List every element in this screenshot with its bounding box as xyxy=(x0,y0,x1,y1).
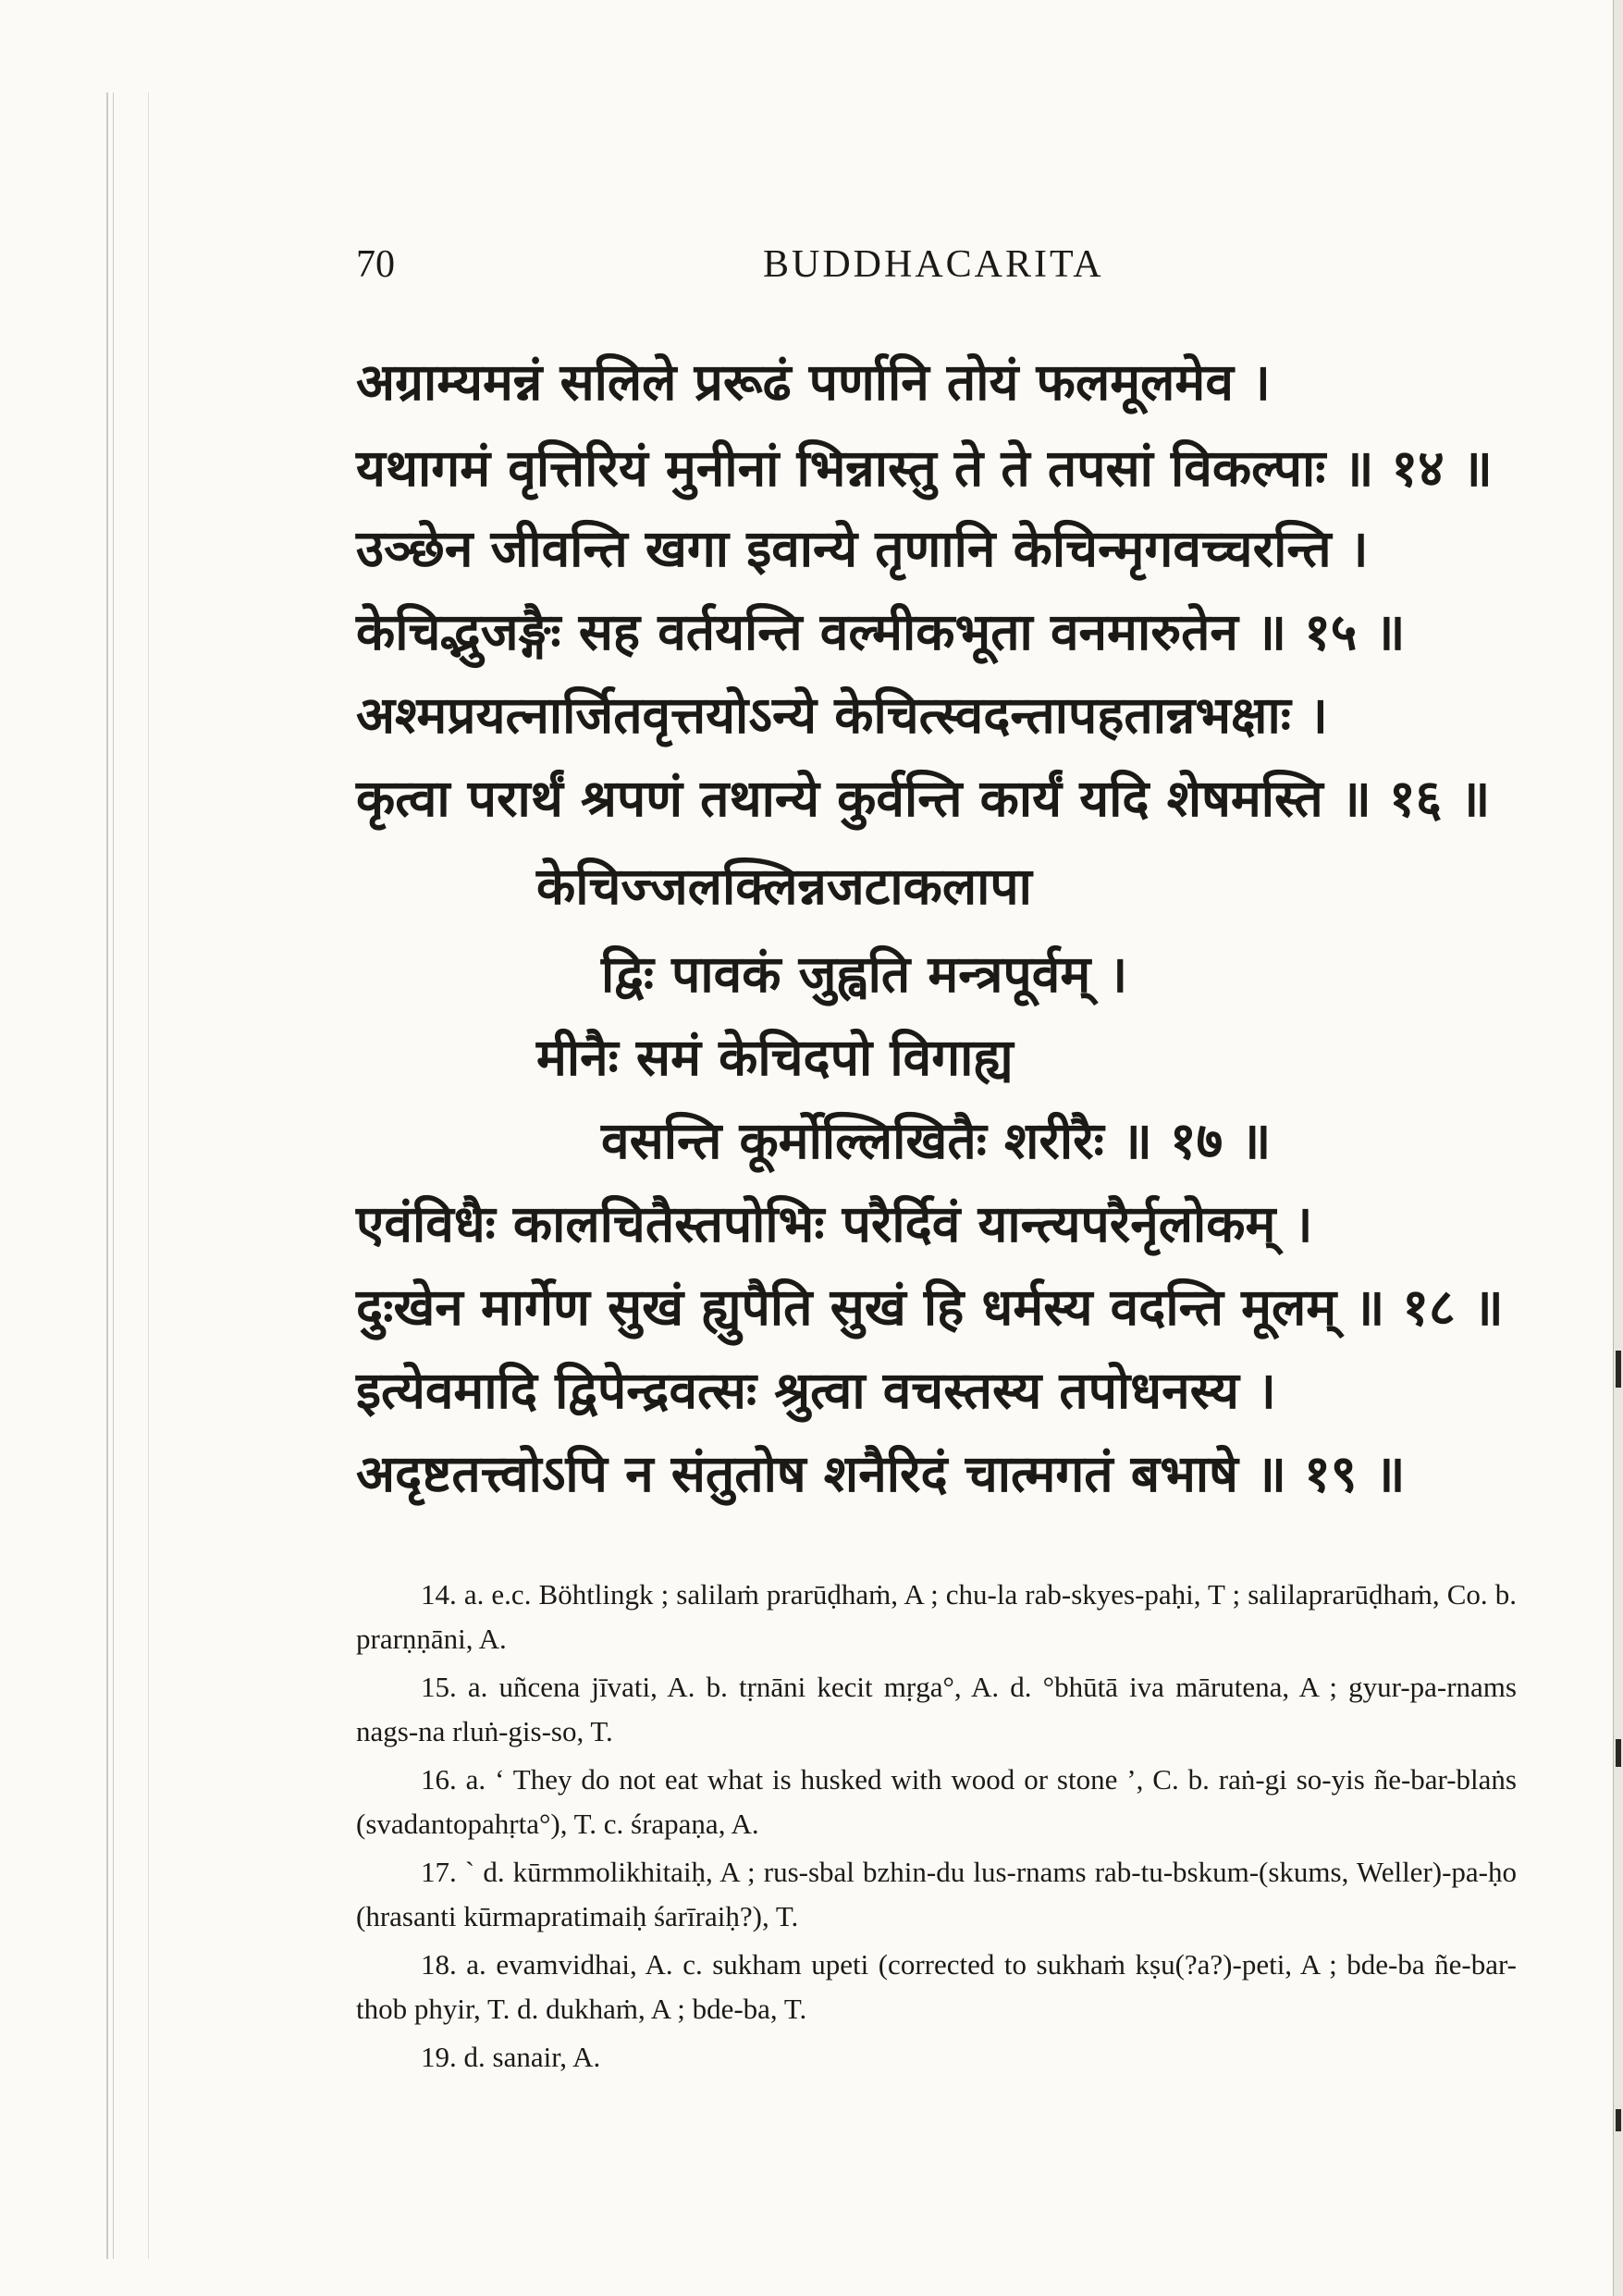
footnote: 18. a. evamvidhai, A. c. sukham upeti (corrected to sukhaṁ kṣu(?a?)-peti, A ; bde-ba ñe-bar-thob phyir, T. d. dukhaṁ, A ; bde-ba, T. xyxy=(356,1948,1517,2025)
page-header xyxy=(356,242,1531,298)
verse-line: अग्राम्यमन्नं सलिले प्ररूढं पर्णानि तोयं फलमूलमेव । xyxy=(356,352,1271,412)
verse-line: एवंविधैः कालचितैस्तपोभिः परैर्दिवं यान्त्यपरैर्नृलोकम् । xyxy=(356,1193,1313,1253)
footnote: 16. a. ‘ They do not eat what is husked with wood or stone ’, C. b. raṅ-gi so-yis ñe-bar-blaṅs (svadantopahṛta°), T. c. śrapaṇa, A. xyxy=(356,1763,1517,1840)
verse-line: दुःखेन मार्गेण सुखं ह्युपैति सुखं हि धर्मस्य वदन्ति मूलम् ॥ १८ ॥ xyxy=(356,1277,1504,1337)
binding-gutter-line xyxy=(106,93,108,2259)
verse-line: उञ्छेन जीवन्ति खगा इवान्ये तृणानि केचिन्मृगवच्चरन्ति । xyxy=(356,518,1369,578)
binding-gutter-line xyxy=(148,93,149,2259)
page-number: 70 xyxy=(356,243,395,286)
footnote: 14. a. e.c. Böhtlingk ; salilaṁ prarūḍhaṁ, A ; chu-la rab-skyes-paḥi, T ; salilaprarūḍhaṁ, Co. b. prarṇṇāni, A. xyxy=(356,1578,1517,1655)
verse-line: मीनैः समं केचिदपो विगाह्य xyxy=(536,1027,1014,1087)
footnote: 15. a. uñcena jīvati, A. b. tṛnāni kecit mṛga°, A. d. °bhūtā iva mārutena, A ; gyur-pa-rnams nags-na rluṅ-gis-so, T. xyxy=(356,1671,1517,1747)
footnotes xyxy=(356,1573,1517,2083)
footnote: 17. ` d. kūrmmolikhitaiḥ, A ; rus-sbal bzhin-du lus-rnams rab-tu-bskum-(skums, Weller)-pa-ḥo (hrasanti kūrmapratimaiḥ śarīraiḥ?), T. xyxy=(356,1856,1517,1932)
verse-line: द्विः पावकं जुह्वति मन्त्रपूर्वम् । xyxy=(601,944,1128,1004)
verse-line: यथागमं वृत्तिरियं मुनीनां भिन्नास्तु ते ते तपसां विकल्पाः ॥ १४ ॥ xyxy=(356,438,1493,498)
verse-line: केचिज्जलक्लिन्नजटाकलापा xyxy=(536,856,1032,916)
verse-line: कृत्वा परार्थं श्रपणं तथान्ये कुर्वन्ति कार्यं यदि शेषमस्ति ॥ १६ ॥ xyxy=(356,768,1491,828)
verse-line: केचिद्भुजङ्गैः सह वर्तयन्ति वल्मीकभूता वनमारुतेन ॥ १५ ॥ xyxy=(356,601,1406,661)
edge-mark xyxy=(1616,1739,1621,1767)
verse-line: अश्मप्रयत्नार्जितवृत्तयोऽन्ये केचित्स्वदन्तापहतान्नभक्षाः । xyxy=(356,685,1328,745)
binding-gutter-line xyxy=(113,93,114,2259)
running-title: BUDDHACARITA xyxy=(763,243,1104,286)
edge-mark xyxy=(1616,2109,1621,2131)
edge-mark xyxy=(1616,1351,1621,1388)
page-edge xyxy=(1613,0,1623,2296)
footnote: 19. d. sanair, A. xyxy=(421,2041,601,2073)
verse-line: वसन्ति कूर्मोल्लिखितैः शरीरैः ॥ १७ ॥ xyxy=(601,1110,1272,1170)
verse-line: अदृष्टतत्त्वोऽपि न संतुतोष शनैरिदं चात्मगतं बभाषे ॥ १९ ॥ xyxy=(356,1443,1406,1503)
verse-line: इत्येवमादि द्विपेन्द्रवत्सः श्रुत्वा वचस्तस्य तपोधनस्य । xyxy=(356,1360,1276,1420)
